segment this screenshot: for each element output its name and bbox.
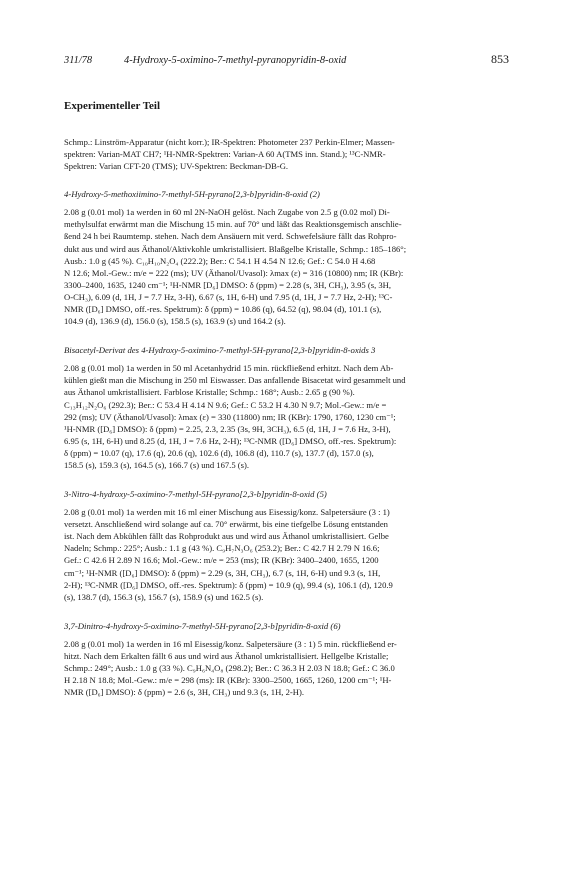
- text-line: aus Äthanol umkristallisiert. Farblose Kristalle; Schmp.: 168°; Ausb.: 2.65 g (90 %).: [64, 387, 355, 398]
- text-line: hitzt. Nach dem Erkalten fällt 6 aus und wird aus Äthanol umkristallisiert. Hellgelbe Kristalle;: [64, 650, 389, 661]
- text-line: C₁₃H₁₂N₂O₆ (292.3); Ber.: C 53.4 H 4.14 N 9.6; Gef.: C 53.2 H 4.30 N 9.7; Mol.-Gew.: m/e =: [64, 399, 387, 410]
- text-line: 2.08 g (0.01 mol) 1a werden mit 16 ml einer Mischung aus Eisessig/konz. Salpetersäure (3 : 1): [64, 507, 390, 518]
- document-page: [64, 52, 509, 715]
- text-line: Schmp.: 249°; Ausb.: 1.0 g (33 %). C₉H₆N₄O₈ (298.2); Ber.: C 36.3 H 2.03 N 18.8; Gef.: C 36.0: [64, 663, 395, 673]
- text-line: ¹H-NMR ([D₆] DMSO): δ (ppm) = 2.25, 2.3, 2.35 (3s, 9H, 3CH₃), 6.5 (d, 1H, J = 7.6 Hz, 3-H),: [64, 423, 391, 434]
- text-line: 6.95 (s, 1H, 6-H) und 8.25 (d, 1H, J = 7.6 Hz, 2-H); ¹³C-NMR ([D₆] DMSO, off.-res. Spektrum):: [64, 435, 397, 446]
- instruments-line: spektren: Varian-MAT CH7; ¹H-NMR-Spektren: Varian-A 60 A(TMS inn. Stand.); ¹³C-NMR-: [64, 149, 386, 160]
- text-line: O-CH₃), 6.09 (d, 1H, J = 7.7 Hz, 3-H), 6.67 (s, 1H, 6-H) und 7.95 (d, 1H, J = 7.7 Hz, 2-H); ¹³C-: [64, 291, 393, 302]
- text-line: (s), 138.7 (d), 156.3 (s), 156.7 (s), 158.9 (s) und 162.5 (s).: [64, 591, 264, 602]
- compound-procedure: [64, 638, 509, 698]
- text-line: 104.9 (d), 136.9 (d), 156.0 (s), 158.5 (s), 163.9 (s) und 164.2 (s).: [64, 316, 286, 327]
- text-line: Gef.: C 42.6 H 2.89 N 16.6; Mol.-Gew.: m/e = 253 (ms); IR (KBr): 3400–2400, 1655, 1200: [64, 555, 379, 566]
- page-number: 853: [491, 52, 509, 66]
- text-line: 2.08 g (0.01 mol) 1a werden in 16 ml Eisessig/konz. Salpetersäure (3 : 1) 5 min. rückfließend er-: [64, 638, 397, 649]
- text-line: NMR ([D₆] DMSO): δ (ppm) = 2.6 (s, 3H, CH₃) und 9.3 (s, 1H, 2-H).: [64, 687, 304, 698]
- compound-title: 3,7-Dinitro-4-hydroxy-5-oximino-7-methyl-5H-pyrano[2,3-b]pyridin-8-oxid (6): [64, 620, 341, 631]
- compound-title: 4-Hydroxy-5-methoxiimino-7-methyl-5H-pyrano[2,3-b]pyridin-8-oxid (2): [64, 189, 320, 200]
- compound-procedure: [64, 206, 509, 327]
- text-line: δ (ppm) = 10.07 (q), 17.6 (q), 20.6 (q), 102.6 (d), 106.8 (d), 110.7 (s), 137.7 (d), 157.0 (s),: [64, 447, 374, 458]
- text-line: ßend 24 h bei Raumtemp. stehen. Nach dem Ansäuern mit verd. Schwefelsäure fällt das Rohpro-: [64, 231, 397, 242]
- text-line: methylsulfat erwärmt man die Mischung 15 min. auf 70° und läßt das Reaktionsgemisch anschlie-: [64, 219, 402, 230]
- compound-title: Bisacetyl-Derivat des 4-Hydroxy-5-oximino-7-methyl-5H-pyrano[2,3-b]pyridin-8-oxids 3: [64, 345, 376, 356]
- text-line: versetzt. Anschließend wird solange auf ca. 70° erwärmt, bis eine tiefgelbe Lösung entstanden: [64, 519, 388, 530]
- text-line: 2.08 g (0.01 mol) 1a werden in 60 ml 2N-NaOH gelöst. Nach Zugabe von 2.5 g (0.02 mol) Di-: [64, 207, 390, 218]
- text-line: cm⁻¹; ¹H-NMR ([D₆] DMSO): δ (ppm) = 2.29 (s, 3H, CH₃), 6.7 (s, 1H, 6-H) und 9.3 (s, 1H,: [64, 567, 381, 578]
- page-reference: 311/78: [64, 55, 93, 66]
- text-line: kühlen gießt man die Mischung in 250 ml Eiswasser. Das anfallende Bisacetat wird gesammelt und: [64, 375, 406, 386]
- text-line: 158.5 (s), 159.3 (s), 164.5 (s), 166.7 (s) und 167.5 (s).: [64, 459, 249, 470]
- compound-title: 3-Nitro-4-hydroxy-5-oximino-7-methyl-5H-pyrano[2,3-b]pyridin-8-oxid (5): [64, 489, 327, 500]
- text-line: NMR ([D₆] DMSO, off.-res. Spektrum): δ (ppm) = 10.86 (q), 64.52 (q), 98.04 (d), 101.1 (s),: [64, 304, 382, 315]
- compound-procedure: [64, 362, 509, 471]
- text-line: dukt aus und wird aus Äthanol/Aktivkohle umkristallisiert. Blaßgelbe Kristalle, Schmp.: 185–186°;: [64, 243, 407, 254]
- page-header: [64, 52, 509, 67]
- compound-procedure: [64, 506, 509, 603]
- text-line: 292 (ms); UV (Äthanol/Uvasol): λmax (ε) = 330 (11800) nm; IR (KBr): 1790, 1760, 1230 cm⁻¹;: [64, 411, 396, 422]
- instruments-line: Schmp.: Linström-Apparatur (nicht korr.); IR-Spektren: Photometer 237 Perkin-Elmer; Massen-: [64, 137, 395, 147]
- instruments-paragraph: [64, 136, 509, 172]
- text-line: 3300–2400, 1635, 1240 cm⁻¹; ¹H-NMR [D₆] DMSO: δ (ppm) = 2.28 (s, 3H, CH₃), 3.95 (s, 3H,: [64, 279, 392, 290]
- text-line: N 12.6; Mol.-Gew.: m/e = 222 (ms); UV (Äthanol/Uvasol): λmax (ε) = 316 (10800) nm; IR (KBr):: [64, 267, 404, 278]
- text-line: Ausb.: 1.0 g (45 %). C₁₀H₁₀N₂O₄ (222.2); Ber.: C 54.1 H 4.54 N 12.6; Gef.: C 54.0 H 4.68: [64, 255, 376, 266]
- text-line: 2.08 g (0.01 mol) 1a werden in 50 ml Acetanhydrid 15 min. rückfließend erhitzt. Nach dem Ab-: [64, 363, 394, 374]
- running-title: 4-Hydroxy-5-oximino-7-methyl-pyranopyridin-8-oxid: [124, 55, 347, 66]
- text-line: 2-H); ¹³C-NMR ([D₆] DMSO, off.-res. Spektrum): δ (ppm) = 10.9 (q), 99.4 (s), 106.1 (d), 120.9: [64, 579, 393, 590]
- text-line: ist. Nach dem Abkühlen fällt das Rohprodukt aus und wird aus Äthanol umkristallisiert. Gelbe: [64, 531, 389, 542]
- text-line: H 2.18 N 18.8; Mol.-Gew.: m/e = 298 (ms): IR (KBr): 3300–2500, 1665, 1260, 1200 cm⁻¹; ¹H-: [64, 675, 392, 686]
- section-title: Experimenteller Teil: [64, 100, 161, 112]
- text-line: Nadeln; Schmp.: 225°; Ausb.: 1.1 g (43 %). C₉H₇N₃O₆ (253.2); Ber.: C 42.7 H 2.79 N 16.6;: [64, 543, 380, 554]
- instruments-line: Spektren: Varian CFT-20 (TMS); UV-Spektren: Beckman-DB-G.: [64, 161, 289, 172]
